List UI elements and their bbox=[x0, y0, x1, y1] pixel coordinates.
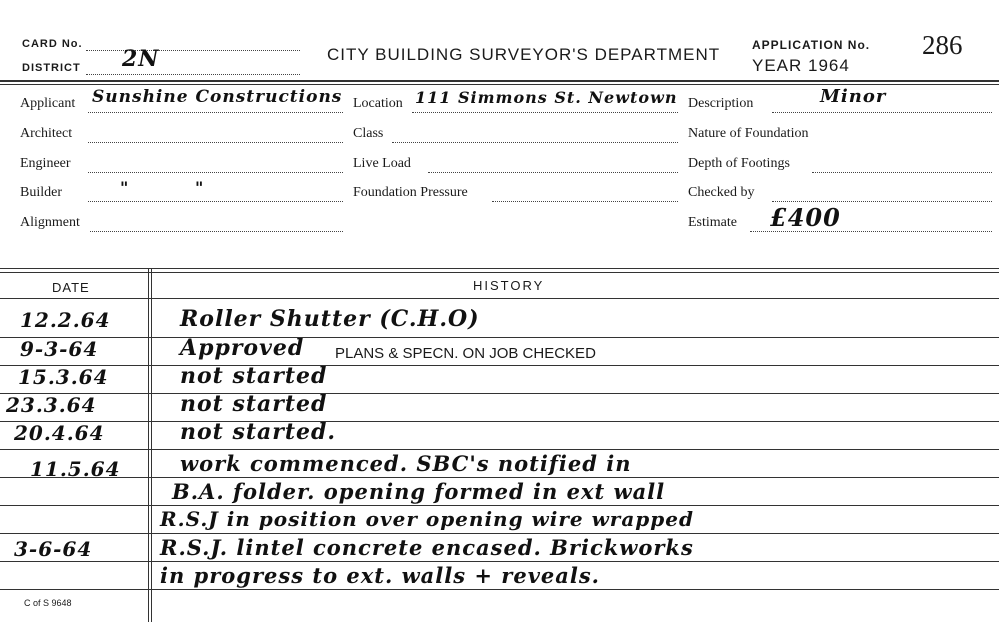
row-rule bbox=[0, 337, 999, 338]
depth-of-footings-label: Depth of Footings bbox=[688, 156, 790, 171]
estimate-label: Estimate bbox=[688, 215, 737, 230]
builder-value: " " bbox=[120, 178, 205, 197]
class-line bbox=[392, 142, 678, 143]
department-title: CITY BUILDING SURVEYOR'S DEPARTMENT bbox=[327, 45, 721, 64]
history-entry: R.S.J. lintel concrete encased. Brickworks bbox=[160, 535, 694, 560]
row-rule bbox=[0, 449, 999, 450]
history-date: 12.2.64 bbox=[20, 308, 111, 332]
depth-of-footings-line bbox=[812, 172, 992, 173]
history-entry: not started. bbox=[180, 419, 337, 445]
table-header-rule bbox=[0, 298, 999, 299]
row-rule bbox=[0, 421, 999, 422]
header-rule-bottom bbox=[0, 84, 999, 85]
table-rule-top bbox=[0, 268, 999, 269]
district-line bbox=[86, 74, 300, 75]
history-date: 3-6-64 bbox=[14, 537, 93, 561]
row-rule bbox=[0, 393, 999, 394]
row-rule bbox=[0, 589, 999, 590]
history-entry: not started bbox=[180, 363, 328, 389]
application-number: 286 bbox=[922, 30, 963, 60]
plans-checked-stamp: PLANS & SPECN. ON JOB CHECKED bbox=[335, 345, 596, 362]
architect-label: Architect bbox=[20, 126, 73, 141]
header-rule-top bbox=[0, 80, 999, 82]
history-entry: work commenced. SBC's notified in bbox=[180, 451, 632, 476]
engineer-line bbox=[88, 172, 343, 173]
checked-by-label: Checked by bbox=[688, 185, 755, 200]
row-rule bbox=[0, 365, 999, 366]
description-line bbox=[772, 112, 992, 113]
history-date: 9-3-64 bbox=[20, 337, 99, 361]
estimate-value: £400 bbox=[770, 203, 841, 232]
description-label: Description bbox=[688, 96, 754, 111]
engineer-label: Engineer bbox=[20, 156, 71, 171]
history-date: 15.3.64 bbox=[18, 365, 109, 389]
application-label: APPLICATION No. bbox=[752, 38, 871, 52]
builder-line bbox=[88, 201, 343, 202]
table-column-divider-2 bbox=[151, 268, 152, 622]
row-rule bbox=[0, 561, 999, 562]
location-value: 111 Simmons St. Newtown bbox=[415, 88, 678, 107]
architect-line bbox=[88, 142, 343, 143]
live-load-label: Live Load bbox=[353, 156, 411, 171]
table-column-divider bbox=[148, 268, 149, 622]
nature-of-foundation-label: Nature of Foundation bbox=[688, 126, 809, 141]
form-code: C of S 9648 bbox=[24, 598, 72, 608]
history-date: 23.3.64 bbox=[6, 393, 97, 417]
district-label: DISTRICT bbox=[22, 62, 81, 74]
foundation-pressure-label: Foundation Pressure bbox=[353, 185, 468, 200]
row-rule bbox=[0, 533, 999, 534]
description-value: Minor bbox=[820, 86, 887, 107]
history-date: 11.5.64 bbox=[30, 457, 121, 481]
card-no-line bbox=[86, 50, 300, 51]
history-entry: Approved bbox=[180, 335, 305, 361]
foundation-pressure-line bbox=[492, 201, 678, 202]
history-entry: B.A. folder. opening formed in ext wall bbox=[172, 479, 666, 504]
class-label: Class bbox=[353, 126, 384, 141]
row-rule bbox=[0, 477, 999, 478]
alignment-line bbox=[90, 231, 343, 232]
history-entry: Roller Shutter (C.H.O) bbox=[180, 306, 480, 332]
history-date: 20.4.64 bbox=[14, 421, 105, 445]
applicant-label: Applicant bbox=[20, 96, 76, 111]
card-no-label: CARD No. bbox=[22, 38, 83, 50]
date-header: DATE bbox=[52, 280, 90, 295]
builder-label: Builder bbox=[20, 185, 62, 200]
year-label: YEAR 1964 bbox=[752, 56, 850, 75]
location-line bbox=[412, 112, 678, 113]
district-value: 2N bbox=[122, 46, 160, 72]
history-entry: not started bbox=[180, 391, 328, 417]
checked-by-line bbox=[772, 201, 992, 202]
row-rule bbox=[0, 505, 999, 506]
history-entry: in progress to ext. walls + reveals. bbox=[160, 563, 600, 588]
location-label: Location bbox=[353, 96, 403, 111]
applicant-line bbox=[88, 112, 343, 113]
applicant-value: Sunshine Constructions bbox=[92, 87, 343, 107]
history-header: HISTORY bbox=[473, 278, 545, 293]
history-entry: R.S.J in position over opening wire wrapped bbox=[160, 507, 694, 531]
table-rule-top-2 bbox=[0, 272, 999, 273]
alignment-label: Alignment bbox=[20, 215, 80, 230]
live-load-line bbox=[428, 172, 678, 173]
